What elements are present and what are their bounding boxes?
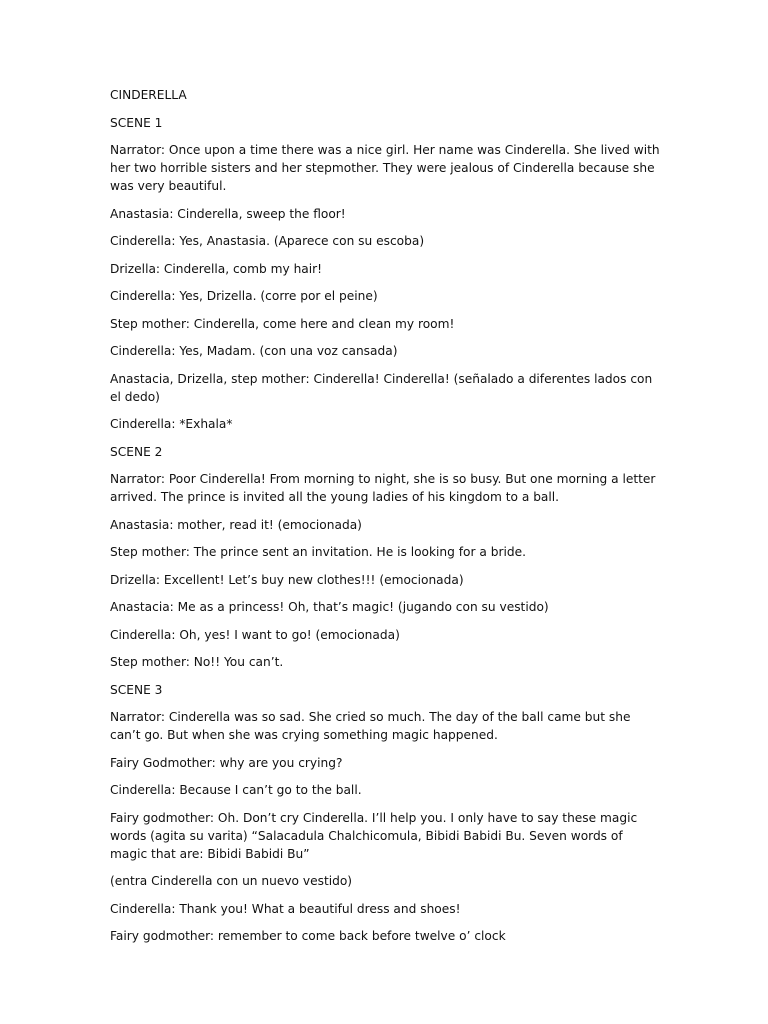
dialogue-line: Drizella: Excellent! Let’s buy new clothes!!! (emocionada) [110,572,464,587]
dialogue-line: Cinderella: *Exhala* [110,417,233,431]
script-text [110,86,662,955]
scene-heading: SCENE 1 [110,115,163,130]
dialogue-line: Narrator: Cinderella was so sad. She cried so much. The day of the ball came but she can’t go. But when she was crying something magic happened. [110,710,631,742]
dialogue-line: Anastasia: Cinderella, sweep the floor! [110,206,346,221]
dialogue-line: Step mother: No!! You can’t. [110,655,284,669]
dialogue-line: Cinderella: Oh, yes! I want to go! (emocionada) [110,627,400,642]
dialogue-line: Fairy godmother: remember to come back before twelve o’ clock [110,929,506,943]
dialogue-line: Drizella: Cinderella, comb my hair! [110,261,323,276]
dialogue-line: Anastasia: mother, read it! (emocionada) [110,517,362,532]
dialogue-line: Cinderella: Because I can’t go to the ball. [110,783,362,797]
dialogue-line: Anastacia, Drizella, step mother: Cinderella! Cinderella! (señalado a diferentes lados con el dedo) [110,371,653,404]
scene-heading: SCENE 2 [110,444,163,459]
dialogue-line: Anastacia: Me as a princess! Oh, that’s magic! (jugando con su vestido) [110,600,549,614]
dialogue-line: Cinderella: Yes, Madam. (con una voz cansada) [110,344,398,358]
dialogue-line: Narrator: Poor Cinderella! From morning to night, she is so busy. But one morning a letter arrived. The prince is invited all the young ladies of his kingdom to a ball. [110,472,656,504]
stage-direction: (entra Cinderella con un nuevo vestido) [110,874,353,888]
scene-heading: SCENE 3 [110,682,163,697]
dialogue-line: Fairy godmother: Oh. Don’t cry Cinderella. I’ll help you. I only have to say these magic words (agita su varita) “Salacadula Chalchicomula, Bibidi Babidi Bu. Seven words of magic that are: Bibidi Babidi Bu” [110,810,638,861]
dialogue-line: Cinderella: Yes, Anastasia. (Aparece con su escoba) [110,234,425,248]
dialogue-line: Step mother: Cinderella, come here and clean my room! [110,316,455,331]
dialogue-line: Fairy Godmother: why are you crying? [110,755,343,770]
dialogue-line: Narrator: Once upon a time there was a nice girl. Her name was Cinderella. She lived with her two horrible sisters and her stepmother. They were jealous of Cinderella because she was very beautiful. [110,143,660,193]
document-title: CINDERELLA [110,88,187,102]
dialogue-line: Cinderella: Thank you! What a beautiful dress and shoes! [110,901,461,916]
dialogue-line: Step mother: The prince sent an invitation. He is looking for a bride. [110,545,526,559]
dialogue-line: Cinderella: Yes, Drizella. (corre por el peine) [110,289,378,303]
